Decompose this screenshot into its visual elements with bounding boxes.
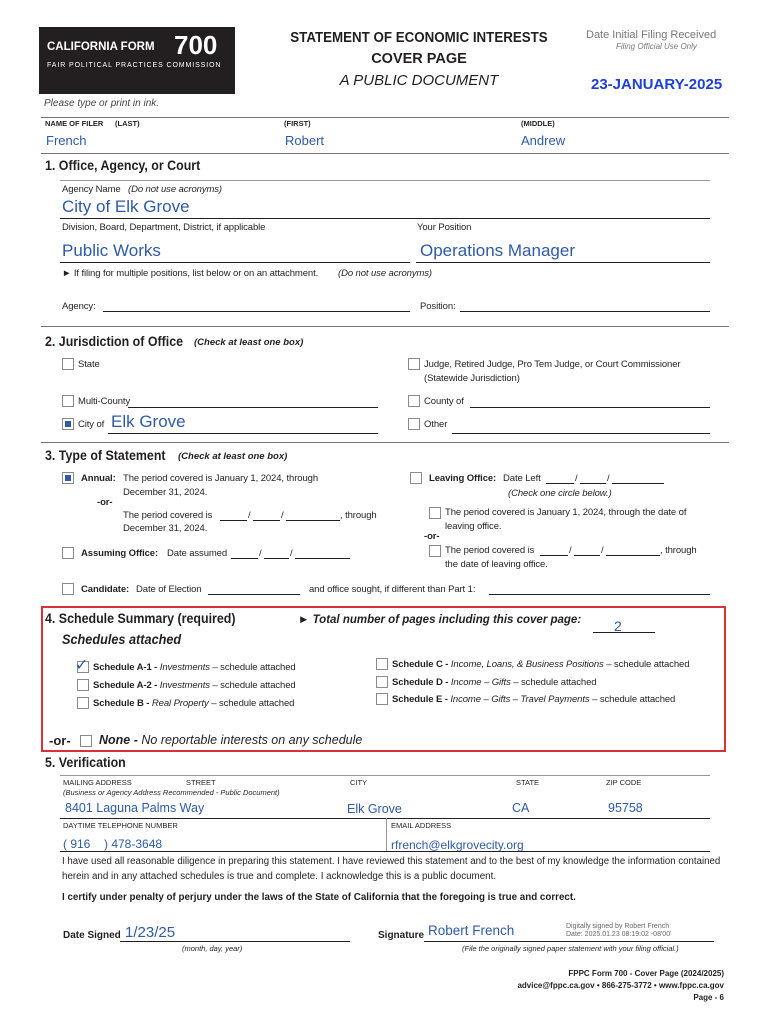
schedule-a2-label: Schedule A-2 - Investments – schedule attached: [93, 680, 296, 691]
none-label: None - No reportable interests on any schedule: [99, 733, 363, 747]
schedule-c-checkbox[interactable]: [376, 658, 388, 670]
assuming-month-field[interactable]: [231, 558, 258, 559]
multi-position-note: ► If filing for multiple positions, list below or on an attachment.: [62, 268, 319, 279]
agency-name-label: Agency Name: [62, 184, 121, 195]
section3-title: 3. Type of Statement: [45, 448, 166, 463]
annual-checkbox[interactable]: [62, 472, 74, 484]
leave-option1-radio[interactable]: [429, 507, 441, 519]
date-signed-field[interactable]: 1/23/25: [125, 924, 176, 941]
annual-text3: December 31, 2024.: [123, 523, 208, 534]
division-field[interactable]: Public Works: [62, 241, 161, 260]
leave2-day-field[interactable]: [574, 555, 600, 556]
signature-field[interactable]: Robert French: [428, 923, 515, 938]
agency2-label: Agency:: [62, 301, 96, 312]
middle-name-field[interactable]: Andrew: [521, 133, 566, 148]
signature-hint: (File the originally signed paper statement with your filing official.): [462, 944, 679, 953]
diligence-line1: I have used all reasonable diligence in preparing this statement. I have reviewed this statement and to the best of my knowledge the information contained: [62, 856, 721, 867]
section4-title: 4. Schedule Summary (required): [45, 611, 236, 626]
leave2-month-field[interactable]: [540, 555, 568, 556]
leaving-label: Leaving Office:: [429, 473, 497, 484]
form-badge: [39, 27, 235, 94]
schedule-b-checkbox[interactable]: [77, 697, 89, 709]
annual-or: -or-: [97, 497, 113, 508]
footer-contact: advice@fppc.ca.gov • 866-275-3772 • www.fppc.ca.gov: [517, 981, 724, 990]
leaving-day-field[interactable]: [580, 483, 606, 484]
date-hint: (month, day, year): [182, 944, 243, 953]
agency2-field[interactable]: [103, 311, 410, 312]
leaving-month-field[interactable]: [546, 483, 574, 484]
leaving-hint: (Check one circle below.): [508, 488, 612, 499]
last-name-field[interactable]: French: [46, 133, 87, 148]
section3-hint: (Check at least one box): [178, 451, 288, 462]
section1-title: 1. Office, Agency, or Court: [45, 158, 201, 173]
multi-position-hint: (Do not use acronyms): [338, 268, 432, 279]
form-number: 700: [174, 30, 218, 60]
position2-field[interactable]: [460, 311, 710, 312]
candidate-text2: and office sought, if different than Part 1:: [309, 584, 476, 595]
division-label: Division, Board, Department, District, if applicable: [62, 222, 266, 233]
email-label: EMAIL ADDRESS: [391, 821, 452, 830]
leave-option2-through: , through: [660, 545, 697, 556]
schedule-a2-checkbox[interactable]: [77, 679, 89, 691]
instruction: Please type or print in ink.: [44, 98, 160, 109]
name-of-filer-label: NAME OF FILER: [45, 119, 104, 128]
phone-label: DAYTIME TELEPHONE NUMBER: [63, 821, 178, 830]
leave2-year-field[interactable]: [606, 555, 660, 556]
digital-signature-line1: Digitally signed by Robert French: [566, 923, 670, 930]
footer-form-id: FPPC Form 700 - Cover Page (2024/2025): [568, 969, 724, 978]
county-checkbox[interactable]: [408, 395, 420, 407]
office-sought-field[interactable]: [489, 594, 710, 595]
last-label: (LAST): [115, 119, 140, 128]
judge-checkbox[interactable]: [408, 358, 420, 370]
period-month-field[interactable]: [220, 520, 247, 521]
assuming-text: Date assumed: [167, 548, 228, 559]
annual-text1: The period covered is January 1, 2024, through: [123, 473, 319, 484]
leave-option2-b: the date of leaving office.: [445, 559, 548, 570]
section2-title: 2. Jurisdiction of Office: [45, 334, 184, 349]
multi-county-field[interactable]: [128, 407, 378, 408]
section5-title: 5. Verification: [45, 755, 126, 770]
digital-signature-line2: Date: 2025.01.23 08:19:02 -08'00': [566, 931, 672, 938]
county-of-label: County of: [424, 396, 464, 407]
checkmark-icon: ✓: [75, 657, 89, 674]
assuming-year-field[interactable]: [295, 558, 350, 559]
phone-number-field[interactable]: ) 478-3648: [104, 837, 163, 851]
state-label: State: [78, 359, 100, 370]
candidate-text: Date of Election: [136, 584, 202, 595]
received-date: 23-JANUARY-2025: [591, 76, 723, 93]
period-year-field[interactable]: [286, 520, 340, 521]
date-signed-label: Date Signed: [63, 930, 121, 941]
period-text: The period covered is: [123, 510, 213, 521]
city-of-label: City of: [78, 419, 105, 430]
other-label: Other: [424, 419, 448, 430]
county-field[interactable]: [470, 407, 710, 408]
form-prefix: CALIFORNIA FORM: [47, 41, 155, 53]
schedule-d-checkbox[interactable]: [376, 676, 388, 688]
none-checkbox[interactable]: [80, 735, 92, 747]
multi-county-checkbox[interactable]: [62, 395, 74, 407]
certify-text: I certify under penalty of perjury under the laws of the State of California that the foregoing is true and correct.: [62, 892, 576, 903]
agency-name-field[interactable]: City of Elk Grove: [62, 197, 190, 216]
leaving-year-field[interactable]: [612, 483, 664, 484]
schedule-d-label: Schedule D - Income – Gifts – schedule attached: [392, 677, 597, 688]
signature-label: Signature: [378, 930, 425, 941]
first-label: (FIRST): [284, 119, 311, 128]
multi-county-label: Multi-County: [78, 396, 131, 407]
schedule-e-label: Schedule E - Income – Gifts – Travel Payments – schedule attached: [392, 694, 676, 705]
judge-sub-label: (Statewide Jurisdiction): [424, 373, 520, 384]
title-line2: COVER PAGE: [371, 51, 467, 67]
leave-option1-a: The period covered is January 1, 2024, through the date of: [445, 507, 687, 518]
leaving-checkbox[interactable]: [410, 472, 422, 484]
section2-hint: (Check at least one box): [194, 337, 304, 348]
judge-label: Judge, Retired Judge, Pro Tem Judge, or Court Commissioner: [424, 359, 681, 370]
schedules-attached-label: Schedules attached: [62, 632, 182, 647]
first-name-field[interactable]: Robert: [285, 133, 325, 148]
candidate-checkbox[interactable]: [62, 583, 74, 595]
schedule-e-checkbox[interactable]: [376, 693, 388, 705]
title-line3: A PUBLIC DOCUMENT: [339, 72, 499, 89]
agency-name-hint: (Do not use acronyms): [128, 184, 222, 195]
schedule-c-label: Schedule C - Income, Loans, & Business Positions – schedule attached: [392, 659, 690, 670]
leave-option1-b: leaving office.: [445, 521, 502, 532]
state-field[interactable]: CA: [512, 801, 530, 815]
mailing-hint: (Business or Agency Address Recommended - Public Document): [63, 788, 280, 797]
state-checkbox[interactable]: [62, 358, 74, 370]
leave-option2-a: The period covered is: [445, 545, 535, 556]
leaving-text: Date Left: [503, 473, 541, 484]
period-through: , through: [340, 510, 377, 521]
assuming-day-field[interactable]: [264, 558, 289, 559]
commission-name: FAIR POLITICAL PRACTICES COMMISSION: [47, 62, 222, 69]
mailing-address-label: MAILING ADDRESS: [63, 778, 132, 787]
zip-label: ZIP CODE: [606, 778, 642, 787]
period-day-field[interactable]: [253, 520, 280, 521]
none-or: -or-: [49, 733, 71, 748]
total-pages-field[interactable]: 2: [614, 618, 622, 634]
street-label: STREET: [186, 778, 216, 787]
leave-option2-radio[interactable]: [429, 545, 441, 557]
street-field[interactable]: 8401 Laguna Palms Way: [65, 801, 205, 815]
state-col-label: STATE: [516, 778, 540, 787]
other-checkbox[interactable]: [408, 418, 420, 430]
annual-label: Annual:: [81, 473, 116, 484]
diligence-line2: herein and in any attached schedules is true and complete. I acknowledge this is a public document.: [62, 871, 497, 882]
city-checkbox[interactable]: [62, 418, 74, 430]
zip-field[interactable]: 95758: [608, 801, 643, 815]
title-line1: STATEMENT OF ECONOMIC INTERESTS: [290, 30, 548, 46]
assuming-checkbox[interactable]: [62, 547, 74, 559]
phone-area-field[interactable]: ( 916: [63, 837, 91, 851]
position2-label: Position:: [420, 301, 456, 312]
city-label: CITY: [350, 778, 368, 787]
middle-label: (MIDDLE): [521, 119, 555, 128]
official-use: Filing Official Use Only: [616, 42, 697, 51]
city-address-field[interactable]: Elk Grove: [347, 802, 402, 816]
city-field[interactable]: Elk Grove: [111, 412, 186, 431]
assuming-label: Assuming Office:: [81, 548, 159, 559]
footer-page-number: Page - 6: [693, 993, 724, 1002]
email-field[interactable]: rfrench@elkgrovecity.org: [391, 838, 524, 852]
position-field[interactable]: Operations Manager: [420, 241, 575, 260]
schedule-a1-label: Schedule A-1 - Investments – schedule attached: [93, 662, 296, 673]
leave-or: -or-: [424, 531, 440, 542]
candidate-label: Candidate:: [81, 584, 130, 595]
position-label: Your Position: [417, 222, 472, 233]
total-pages-label: ► Total number of pages including this cover page:: [298, 614, 582, 626]
schedule-b-label: Schedule B - Real Property – schedule attached: [93, 698, 295, 709]
annual-text2: December 31, 2024.: [123, 487, 208, 498]
election-date-field[interactable]: [208, 594, 300, 595]
other-field[interactable]: [452, 433, 710, 434]
received-label: Date Initial Filing Received: [586, 29, 717, 41]
